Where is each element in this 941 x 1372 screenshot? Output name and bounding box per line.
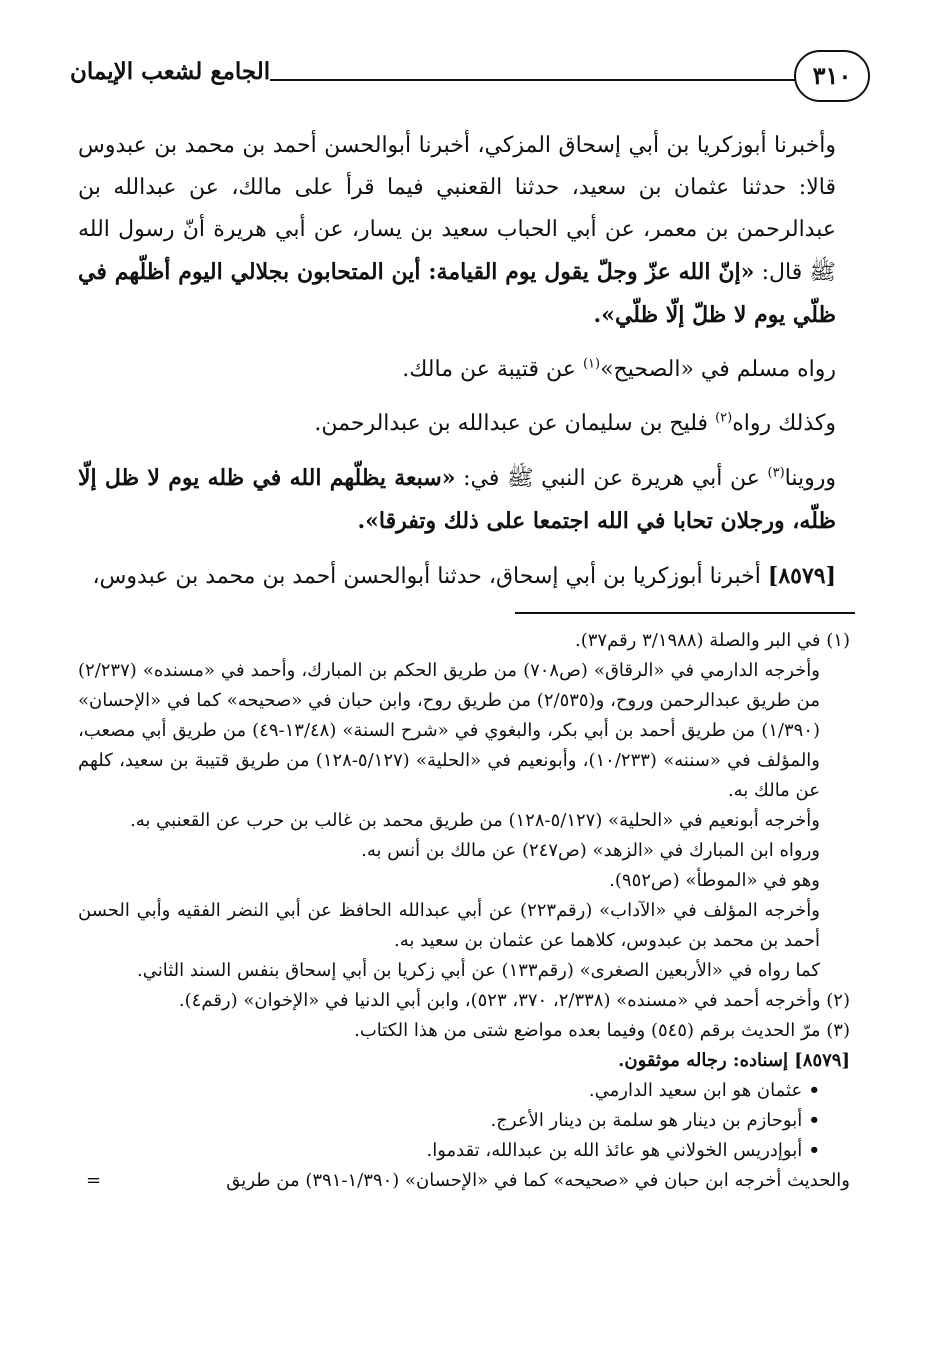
footnote-text: ورواه ابن المبارك في «الزهد» (ص٢٤٧) عن مالك بن أنس به. <box>361 840 820 861</box>
footnote-text: وأخرجه الدارمي في «الرقاق» (ص٧٠٨) من طريق الحكم بن المبارك، وأحمد في «مسنده» (٢/٢٣٧) من طريق عبدالرحمن وروح، و(٢/٥٣٥) من طريق روح، وابن حبان في «صحيحه» كما في «الإحسان» (١/٣٩٠) من طريق أحمد بن أبي بكر، والبغوي في «شرح السنة» (١٣/٤٨-٤٩) من طريق أبي مصعب، والمؤلف في «سننه» (١٠/٢٣٣)، وأبونعيم في «الحلية» (٥/١٢٧-١٢٨) من طريق قتيبة بن سعيد، كلهم عن مالك به. <box>78 660 821 801</box>
paragraph <box>78 403 836 445</box>
footnote-text: وهو في «الموطأ» (ص٩٥٢). <box>609 870 820 891</box>
text-span: عن أبي هريرة عن النبي ﷺ في: <box>463 466 760 491</box>
text-span: والحديث أخرجه ابن حبان في «صحيحه» كما في «الإحسان» (١/٣٩٠-٣٩١) من طريق <box>226 1170 850 1191</box>
list-item: • أبوإدريس الخولاني هو عائذ الله بن عبدالله، تقدموا. <box>78 1136 820 1166</box>
footnote-ref[interactable]: (٢) <box>715 410 733 426</box>
footnote-text: كما رواه في «الأربعين الصغرى» (رقم١٣٣) عن أبي زكريا بن أبي إسحاق بنفس السند الثاني. <box>136 960 820 981</box>
bullet-list <box>78 1076 850 1166</box>
hadith-text: «سبعة يظلّهم الله في ظله يوم لا ظل إلّا ظلّه، ورجلان تحابا في الله اجتمعا على ذلك وتفرقا». <box>78 465 836 534</box>
hadith-number: [٨٥٧٩] <box>767 563 836 589</box>
footnotes <box>78 626 850 1196</box>
paragraph <box>78 555 836 598</box>
page-header <box>70 50 870 110</box>
footnote-heading: [٨٥٧٩] إسناده: رجاله موثقون. <box>618 1050 850 1071</box>
main-text <box>78 125 836 598</box>
paragraph <box>78 349 836 391</box>
footnote: (٢) وأخرجه أحمد في «مسنده» (٢/٣٣٨، ٣٧٠، ٥٢٣)، وابن أبي الدنيا في «الإخوان» (رقم٤). <box>178 990 850 1011</box>
footnote: (٣) مرّ الحديث برقم (٥٤٥) وفيما بعده مواضع شتى من هذا الكتاب. <box>354 1020 850 1041</box>
footnote-ref[interactable]: (١) <box>582 356 601 372</box>
list-item: • أبوحازم بن دينار هو سلمة بن دينار الأعرج. <box>78 1106 820 1136</box>
footnote-text <box>78 1166 850 1196</box>
footnote: (١) في البر والصلة (٣/١٩٨٨ رقم٣٧). <box>575 630 850 651</box>
paragraph <box>78 457 836 543</box>
text-span: عن قتيبة عن مالك. <box>402 357 576 382</box>
text-span: أخبرنا أبوزكريا بن أبي إسحاق، حدثنا أبوالحسن أحمد بن محمد بن عبدوس، <box>92 564 761 589</box>
text-span: وروينا <box>784 466 836 491</box>
text-span: رواه مسلم في «الصحيح» <box>600 357 836 382</box>
footnote-text: وأخرجه أبونعيم في «الحلية» (٥/١٢٧-١٢٨) من طريق محمد بن غالب بن حرب عن القعنبي به. <box>130 810 820 831</box>
list-item: • عثمان هو ابن سعيد الدارمي. <box>78 1076 820 1106</box>
book-title: الجامع لشعب الإيمان <box>70 58 271 85</box>
page-number: ٣١٠ <box>794 50 870 102</box>
continuation-mark: = <box>86 1170 102 1191</box>
hadith-text: «إنّ الله عزّ وجلّ يقول يوم القيامة: أين المتحابون بجلالي اليوم أظلّهم في ظلّي يوم لا ظلّ إلّا ظلّي». <box>78 259 836 328</box>
header-rule <box>270 79 800 81</box>
footnote-divider <box>515 612 855 614</box>
isnad-text: وأخبرنا أبوزكريا بن أبي إسحاق المزكي، أخبرنا أبوالحسن أحمد بن محمد بن عبدوس قالا: حدثنا عثمان بن سعيد، حدثنا القعنبي فيما قرأ على مالك، عن عبدالله بن عبدالرحمن بن معمر، عن أبي الحباب سعيد بن يسار، عن أبي هريرة أنّ رسول الله ﷺ قال: <box>78 133 837 285</box>
text-span: وكذلك رواه <box>732 411 836 436</box>
footnote-text: وأخرجه المؤلف في «الآداب» (رقم٢٢٣) عن أبي عبدالله الحافظ عن أبي النضر الفقيه وأبي الحسن أحمد بن محمد بن عبدوس، كلاهما عن عثمان بن سعيد به. <box>78 900 821 951</box>
text-span: فليح بن سليمان عن عبدالله بن عبدالرحمن. <box>314 411 709 436</box>
paragraph <box>78 125 836 337</box>
footnote-ref[interactable]: (٣) <box>767 465 785 481</box>
